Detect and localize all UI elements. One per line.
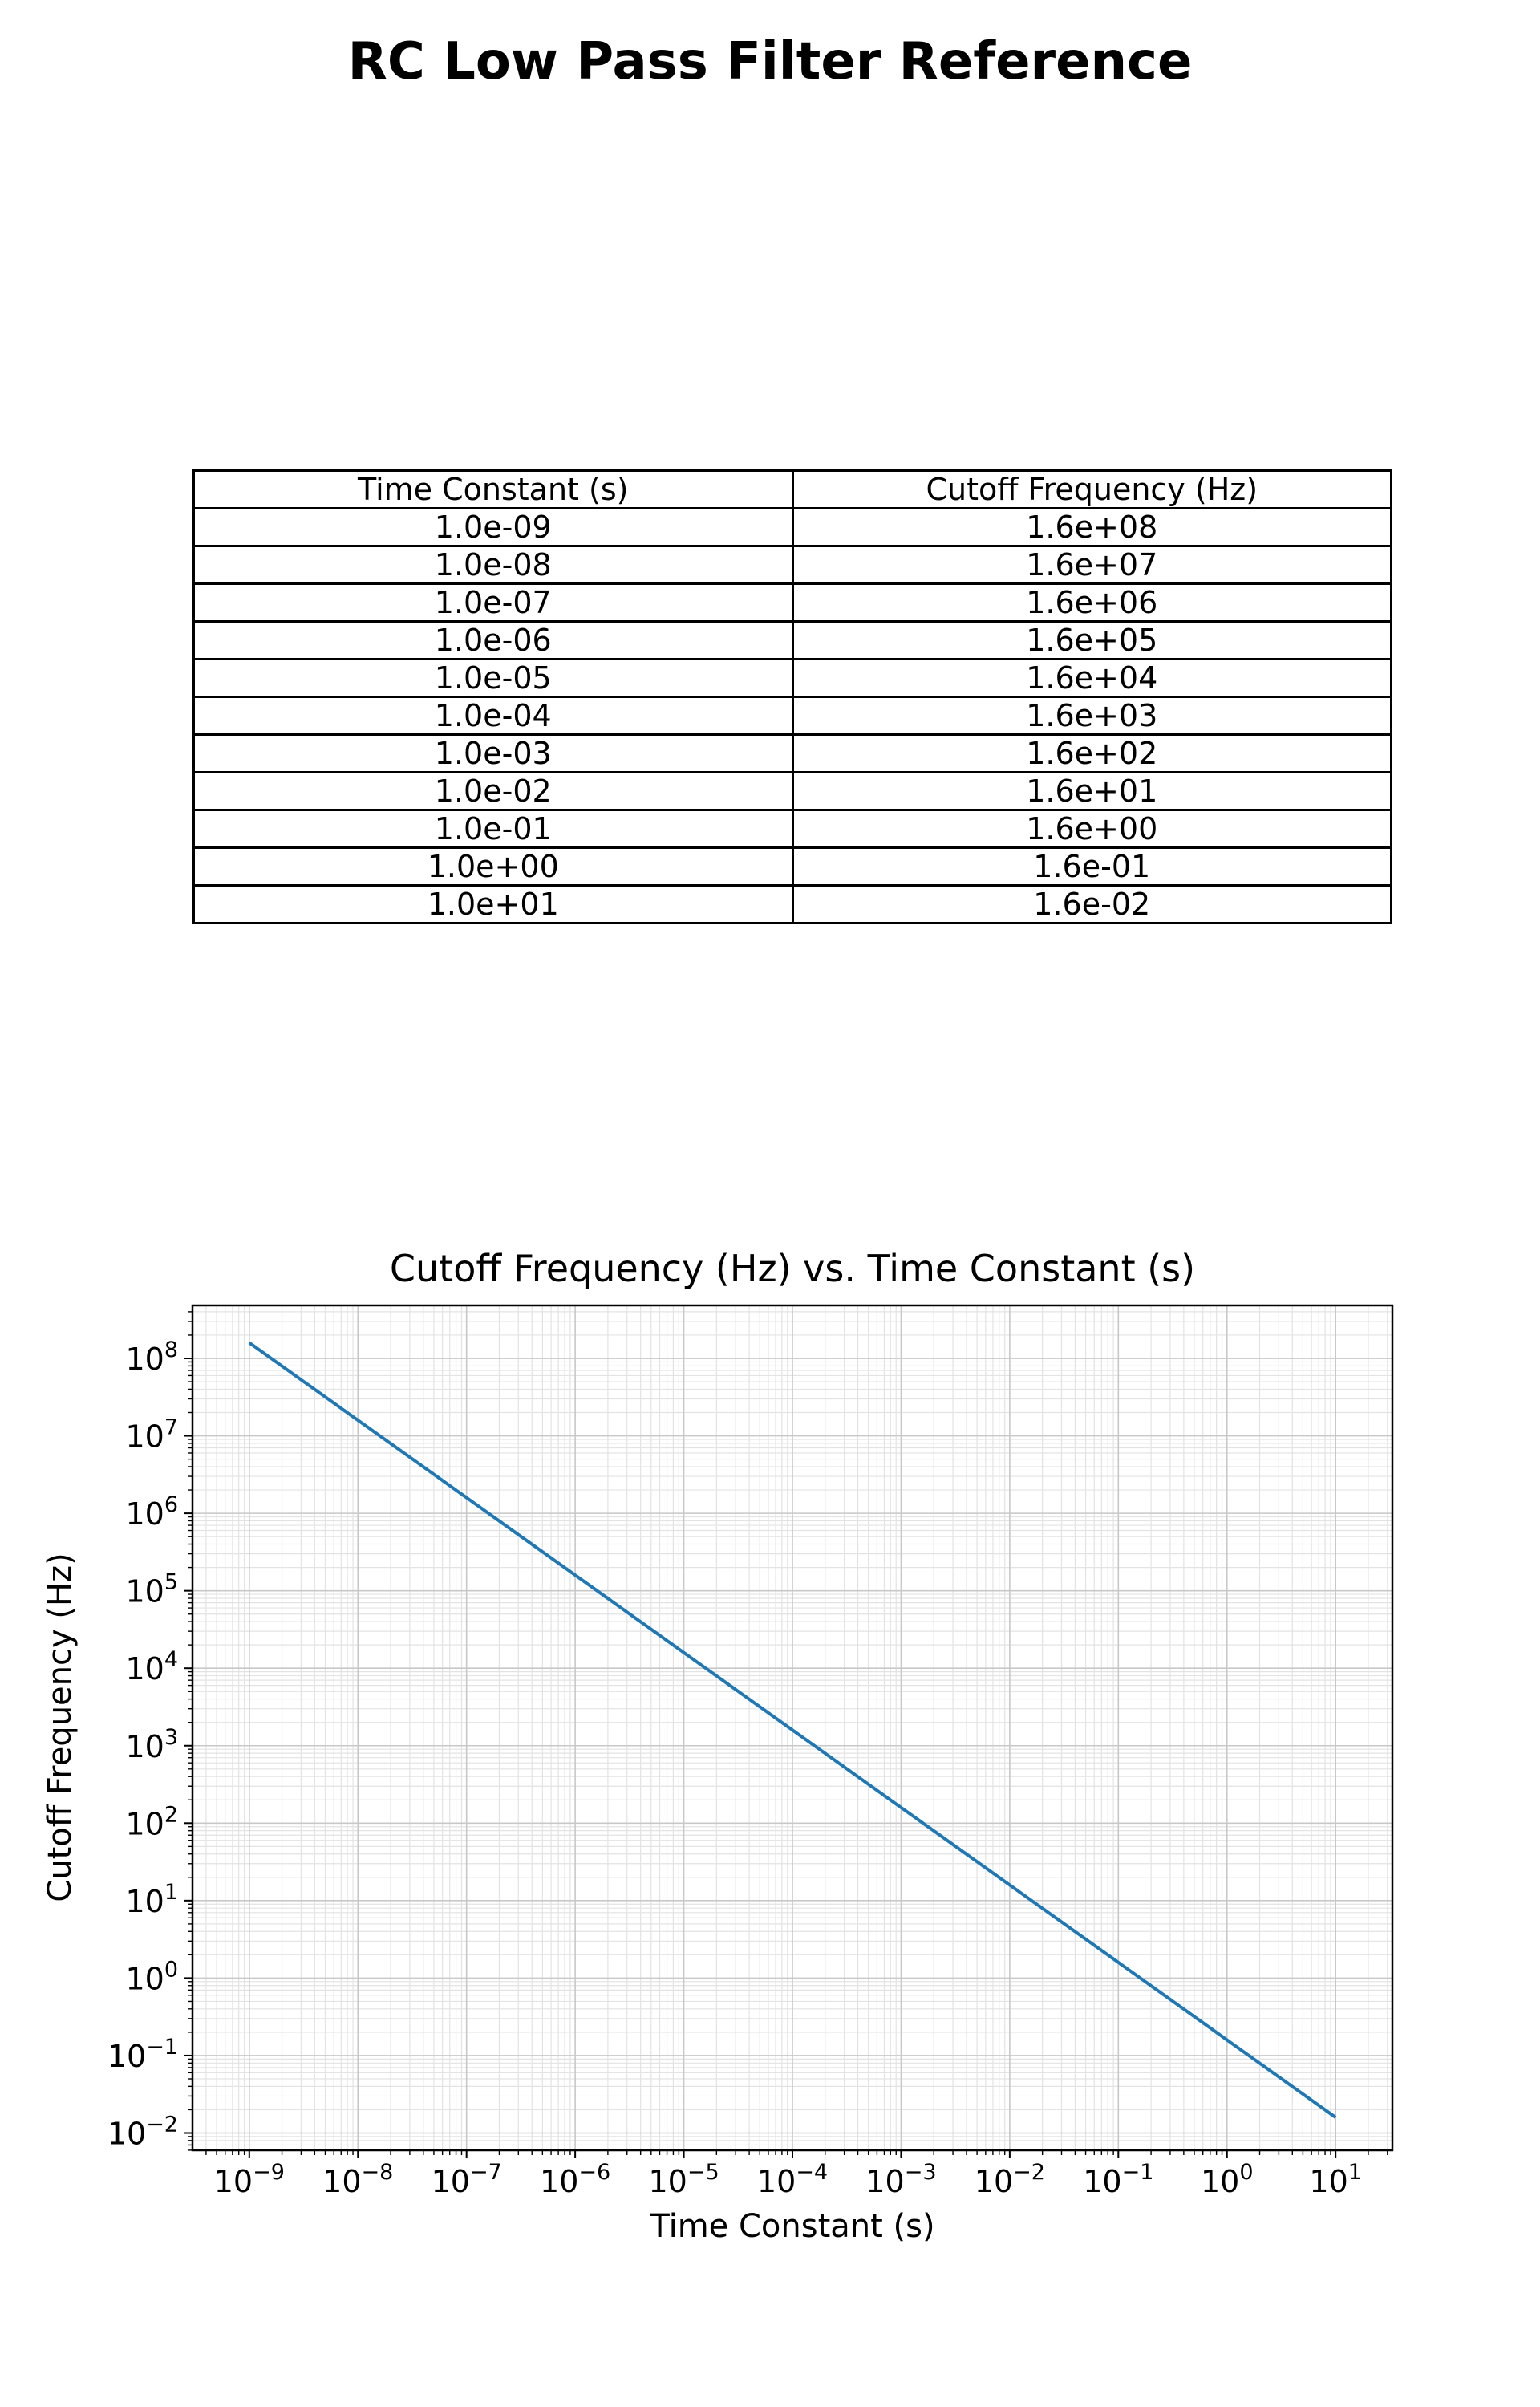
table-row	[194, 546, 1392, 584]
header-time-constant: Time Constant (s)	[194, 471, 793, 509]
time-constant-cell: 1.0e-04	[194, 697, 793, 735]
table-row	[194, 848, 1392, 886]
x-tick-label: $10^{-7}$	[431, 2160, 502, 2199]
table-row	[194, 509, 1392, 546]
y-tick-label: $10^8$	[125, 1337, 178, 1378]
time-constant-cell: 1.0e-09	[194, 509, 793, 546]
table-row	[194, 735, 1392, 773]
x-tick-label: $10^{-8}$	[322, 2160, 394, 2199]
header-cutoff-frequency: Cutoff Frequency (Hz)	[792, 471, 1392, 509]
cutoff-frequency-cell: 1.6e+01	[792, 773, 1392, 810]
cutoff-frequency-cell: 1.6e+08	[792, 509, 1392, 546]
table-row	[194, 660, 1392, 697]
y-tick-label: $10^5$	[125, 1569, 178, 1609]
time-constant-cell: 1.0e+00	[194, 848, 793, 886]
page-title: RC Low Pass Filter Reference	[347, 32, 1193, 91]
y-tick-label: $10^6$	[125, 1492, 178, 1532]
cutoff-frequency-cell: 1.6e+06	[792, 584, 1392, 622]
time-constant-cell: 1.0e-03	[194, 735, 793, 773]
cutoff-frequency-cell: 1.6e+04	[792, 660, 1392, 697]
x-tick-label: $10^0$	[1200, 2160, 1254, 2199]
y-tick-label: $10^7$	[125, 1415, 178, 1455]
x-tick-label: $10^1$	[1309, 2160, 1362, 2199]
time-constant-cell: 1.0e-06	[194, 622, 793, 660]
cutoff-frequency-cell: 1.6e+02	[792, 735, 1392, 773]
time-constant-cell: 1.0e-05	[194, 660, 793, 697]
cutoff-frequency-cell: 1.6e+03	[792, 697, 1392, 735]
cutoff-frequency-cell: 1.6e+00	[792, 810, 1392, 848]
cutoff-frequency-cell: 1.6e-02	[792, 886, 1392, 923]
time-constant-cell: 1.0e-02	[194, 773, 793, 810]
table-header-row	[194, 471, 1392, 509]
x-tick-label: $10^{-5}$	[648, 2160, 719, 2199]
time-constant-cell: 1.0e-01	[194, 810, 793, 848]
cutoff-frequency-cell: 1.6e+07	[792, 546, 1392, 584]
x-tick-label: $10^{-1}$	[1083, 2160, 1154, 2199]
time-constant-cell: 1.0e-08	[194, 546, 793, 584]
y-tick-label: $10^{-1}$	[107, 2034, 178, 2074]
y-tick-label: $10^4$	[125, 1647, 178, 1687]
table-row	[194, 886, 1392, 923]
cutoff-frequency-chart	[0, 1236, 1540, 2279]
x-axis-label: Time Constant (s)	[650, 2208, 935, 2245]
table-row	[194, 584, 1392, 622]
time-constant-cell: 1.0e-07	[194, 584, 793, 622]
y-tick-label: $10^3$	[125, 1724, 178, 1764]
reference-table	[192, 469, 1392, 924]
y-tick-label: $10^2$	[125, 1802, 178, 1842]
x-tick-label: $10^{-4}$	[756, 2160, 829, 2199]
y-axis-label: Cutoff Frequency (Hz)	[42, 1553, 79, 1902]
x-tick-label: $10^{-2}$	[974, 2160, 1045, 2199]
table-row	[194, 697, 1392, 735]
y-tick-label: $10^{-2}$	[107, 2112, 178, 2152]
table-row	[194, 773, 1392, 810]
cutoff-frequency-cell: 1.6e+05	[792, 622, 1392, 660]
time-constant-cell: 1.0e+01	[194, 886, 793, 923]
chart-title: Cutoff Frequency (Hz) vs. Time Constant (s)	[389, 1247, 1196, 1290]
table-row	[194, 810, 1392, 848]
x-tick-label: $10^{-9}$	[213, 2160, 285, 2199]
x-tick-label: $10^{-3}$	[865, 2160, 937, 2199]
table-row	[194, 622, 1392, 660]
cutoff-frequency-cell: 1.6e-01	[792, 848, 1392, 886]
y-tick-label: $10^1$	[125, 1879, 178, 1919]
x-tick-labels	[214, 2160, 1362, 2199]
y-tick-labels	[107, 1337, 178, 2151]
y-tick-label: $10^0$	[125, 1957, 178, 1997]
x-tick-label: $10^{-6}$	[540, 2160, 611, 2199]
